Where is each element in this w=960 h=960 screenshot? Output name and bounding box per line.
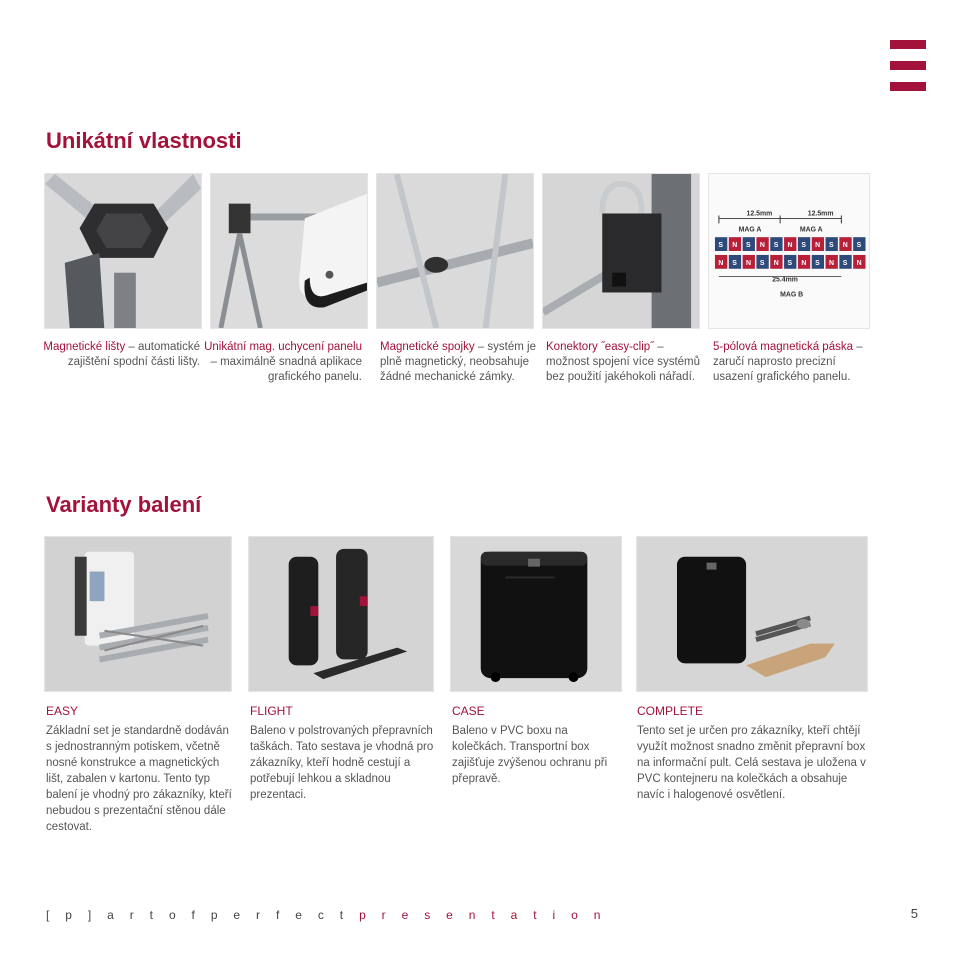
photo-package-flight [248,536,434,692]
magnet-pole-label: S [815,259,820,267]
menu-icon[interactable] [890,40,926,92]
magnet-pole-label: N [856,259,862,267]
magnet-pole-label: S [801,242,806,250]
photo-package-case [450,536,622,692]
feature-text-3: Magnetické spojky – systém je plně magnetický, neobsahuje žádné mechanické zámky. [380,341,536,383]
mag-a-label-2: MAG A [799,226,823,234]
magnet-pole-label: N [815,242,821,250]
feature-text-1: Magnetické lišty – automatické zajištění spodní části lišty. [43,341,200,368]
magnet-pole-label: S [828,242,834,250]
section-title-packages: Varianty balení [46,492,202,517]
magnet-pole-label: N [732,242,738,250]
package-text-easy: Základní set je standardně dodáván s jednostranným potiskem, včetně nosné konstrukce a magnetických lišt, zabalen v kartonu. Tento typ balení je vhodný pro zákazníky, kteří nebudou s prezentační stěnou dále cestovat. [46,725,232,833]
photo-easy-clip [542,173,700,329]
magnet-pole-label: S [787,259,793,267]
magnet-pole-label: S [856,242,862,250]
magnet-pole-label: N [828,259,834,267]
magnet-pole-label: S [732,259,737,267]
feature-text-4: Konektory ˝easy-clip˝ – možnost spojení více systémů bez použití jakéhokoli nářadí. [546,341,701,383]
package-text-complete: Tento set je určen pro zákazníky, kteří chtějí využít možnost snadno změnit přepravní box na informační pult. Celá sestava je uložena v PVC kontejneru na kolečkách a obsahuje navíc i halogenové osvětlení. [637,725,866,801]
photo-package-complete [636,536,868,692]
magnet-pole-label: S [746,242,751,250]
footer-tagline: [ p ] a r t o f p e r f e c t p r e s e n t a t i o n [46,908,607,922]
feature-text-5: 5-pólová magnetická páska – zaručí naprosto precizní usazení grafického panelu. [713,341,863,383]
photo-package-easy [44,536,232,692]
dim-label-1: 12.5mm [746,210,773,218]
magnet-pole-label: N [773,259,779,267]
magnet-pole-label: S [773,242,779,250]
magnet-pole-label: N [801,259,807,267]
package-text-case: Baleno v PVC boxu na kolečkách. Transportní box zajišťuje zvýšenou ochranu při přepravě. [452,725,608,785]
dim-label-3: 25.4mm [772,276,798,284]
magnet-pole-label: N [842,242,848,250]
photo-magnetic-joints [376,173,534,329]
package-text-flight: Baleno v polstrovaných přepravních taškách. Tato sestava je vhodná pro zákazníky, kteří hodně cestují a potřebují lehkou a skladnou prezentaci. [250,725,434,801]
magnet-pole-label: S [759,259,765,267]
dim-label-2: 12.5mm [807,210,834,218]
magnetic-tape-diagram [708,173,870,329]
section-title-features: Unikátní vlastnosti [46,128,242,153]
page-number: 5 [910,906,918,921]
package-title-complete: COMPLETE [637,704,704,718]
photo-panel-mount [210,173,368,329]
package-title-flight: FLIGHT [250,704,293,718]
magnet-pole-label: N [718,259,724,267]
package-title-case: CASE [452,704,485,718]
magnet-pole-label: N [787,242,793,250]
magnet-pole-label: S [842,259,848,267]
magnet-pole-label: N [746,259,752,267]
package-title-easy: EASY [46,704,79,718]
mag-a-label-1: MAG A [738,226,762,234]
feature-text-2: Unikátní mag. uchycení panelu – maximálně snadná aplikace grafického panelu. [204,341,362,383]
magnet-pole-label: S [718,242,724,250]
magnet-pole-label: N [759,242,765,250]
photo-magnetic-bars [44,173,202,329]
mag-b-label: MAG B [780,291,804,299]
